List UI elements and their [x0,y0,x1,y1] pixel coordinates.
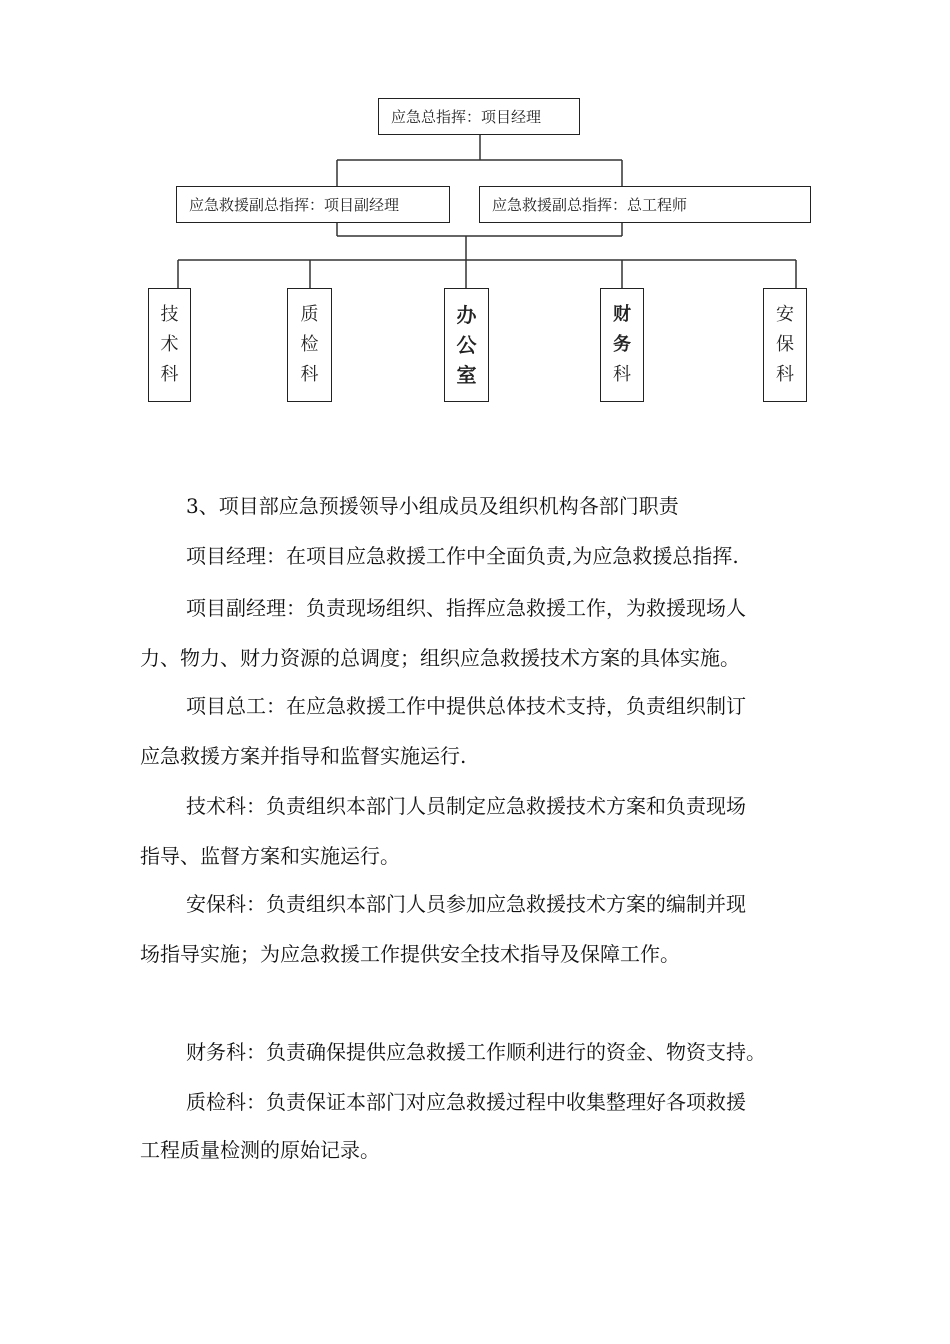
org-box-deputy-right: 应急救援副总指挥：总工程师 [479,186,811,223]
paragraph-line: 质检科：负责保证本部门对应急救援过程中收集整理好各项救援 [186,1090,746,1114]
paragraph-line: 项目经理：在项目应急救援工作中全面负责,为应急救援总指挥. [186,544,739,568]
paragraph-line: 安保科：负责组织本部门人员参加应急救援技术方案的编制并现 [186,892,746,916]
org-chart [0,0,950,430]
dept-char: 检 [300,334,319,355]
dept-char: 安 [776,304,794,325]
paragraph-line: 财务科：负责确保提供应急救援工作顺利进行的资金、物资支持。 [186,1040,766,1064]
dept-char: 公 [456,333,477,357]
org-box-commander: 应急总指挥：项目经理 [378,98,580,135]
paragraph-line: 技术科：负责组织本部门人员制定应急救援技术方案和负责现场 [186,794,746,818]
paragraph-line: 项目副经理：负责现场组织、指挥应急救援工作，为救援现场人 [186,596,746,620]
dept-char: 保 [776,334,794,355]
dept-char: 科 [160,364,179,385]
dept-char: 科 [613,364,631,385]
dept-char: 办 [456,303,477,327]
paragraph-line: 场指导实施；为应急救援工作提供安全技术指导及保障工作。 [140,942,680,966]
org-box-security-dept [763,288,807,402]
dept-char: 科 [776,364,794,385]
dept-char: 科 [300,364,319,385]
dept-char: 务 [613,334,631,355]
org-box-office [444,288,489,402]
paragraph-line: 项目总工：在应急救援工作中提供总体技术支持，负责组织制订 [186,694,746,718]
dept-char: 室 [456,363,477,387]
org-box-quality-dept [287,288,332,402]
section-heading: 3、项目部应急预援领导小组成员及组织机构各部门职责 [186,494,679,518]
paragraph-line: 指导、监督方案和实施运行。 [140,844,400,868]
dept-char: 财 [613,304,631,325]
org-box-deputy-left: 应急救援副总指挥：项目副经理 [176,186,450,223]
paragraph-line: 应急救援方案并指导和监督实施运行. [140,744,467,768]
dept-char: 术 [160,334,179,355]
paragraph-line: 工程质量检测的原始记录。 [140,1138,380,1162]
paragraph-line: 力、物力、财力资源的总调度；组织应急救援技术方案的具体实施。 [140,646,740,670]
dept-char: 质 [300,304,319,325]
org-box-tech-dept [148,288,191,402]
dept-char: 技 [160,304,179,325]
org-box-finance-dept [600,288,644,402]
